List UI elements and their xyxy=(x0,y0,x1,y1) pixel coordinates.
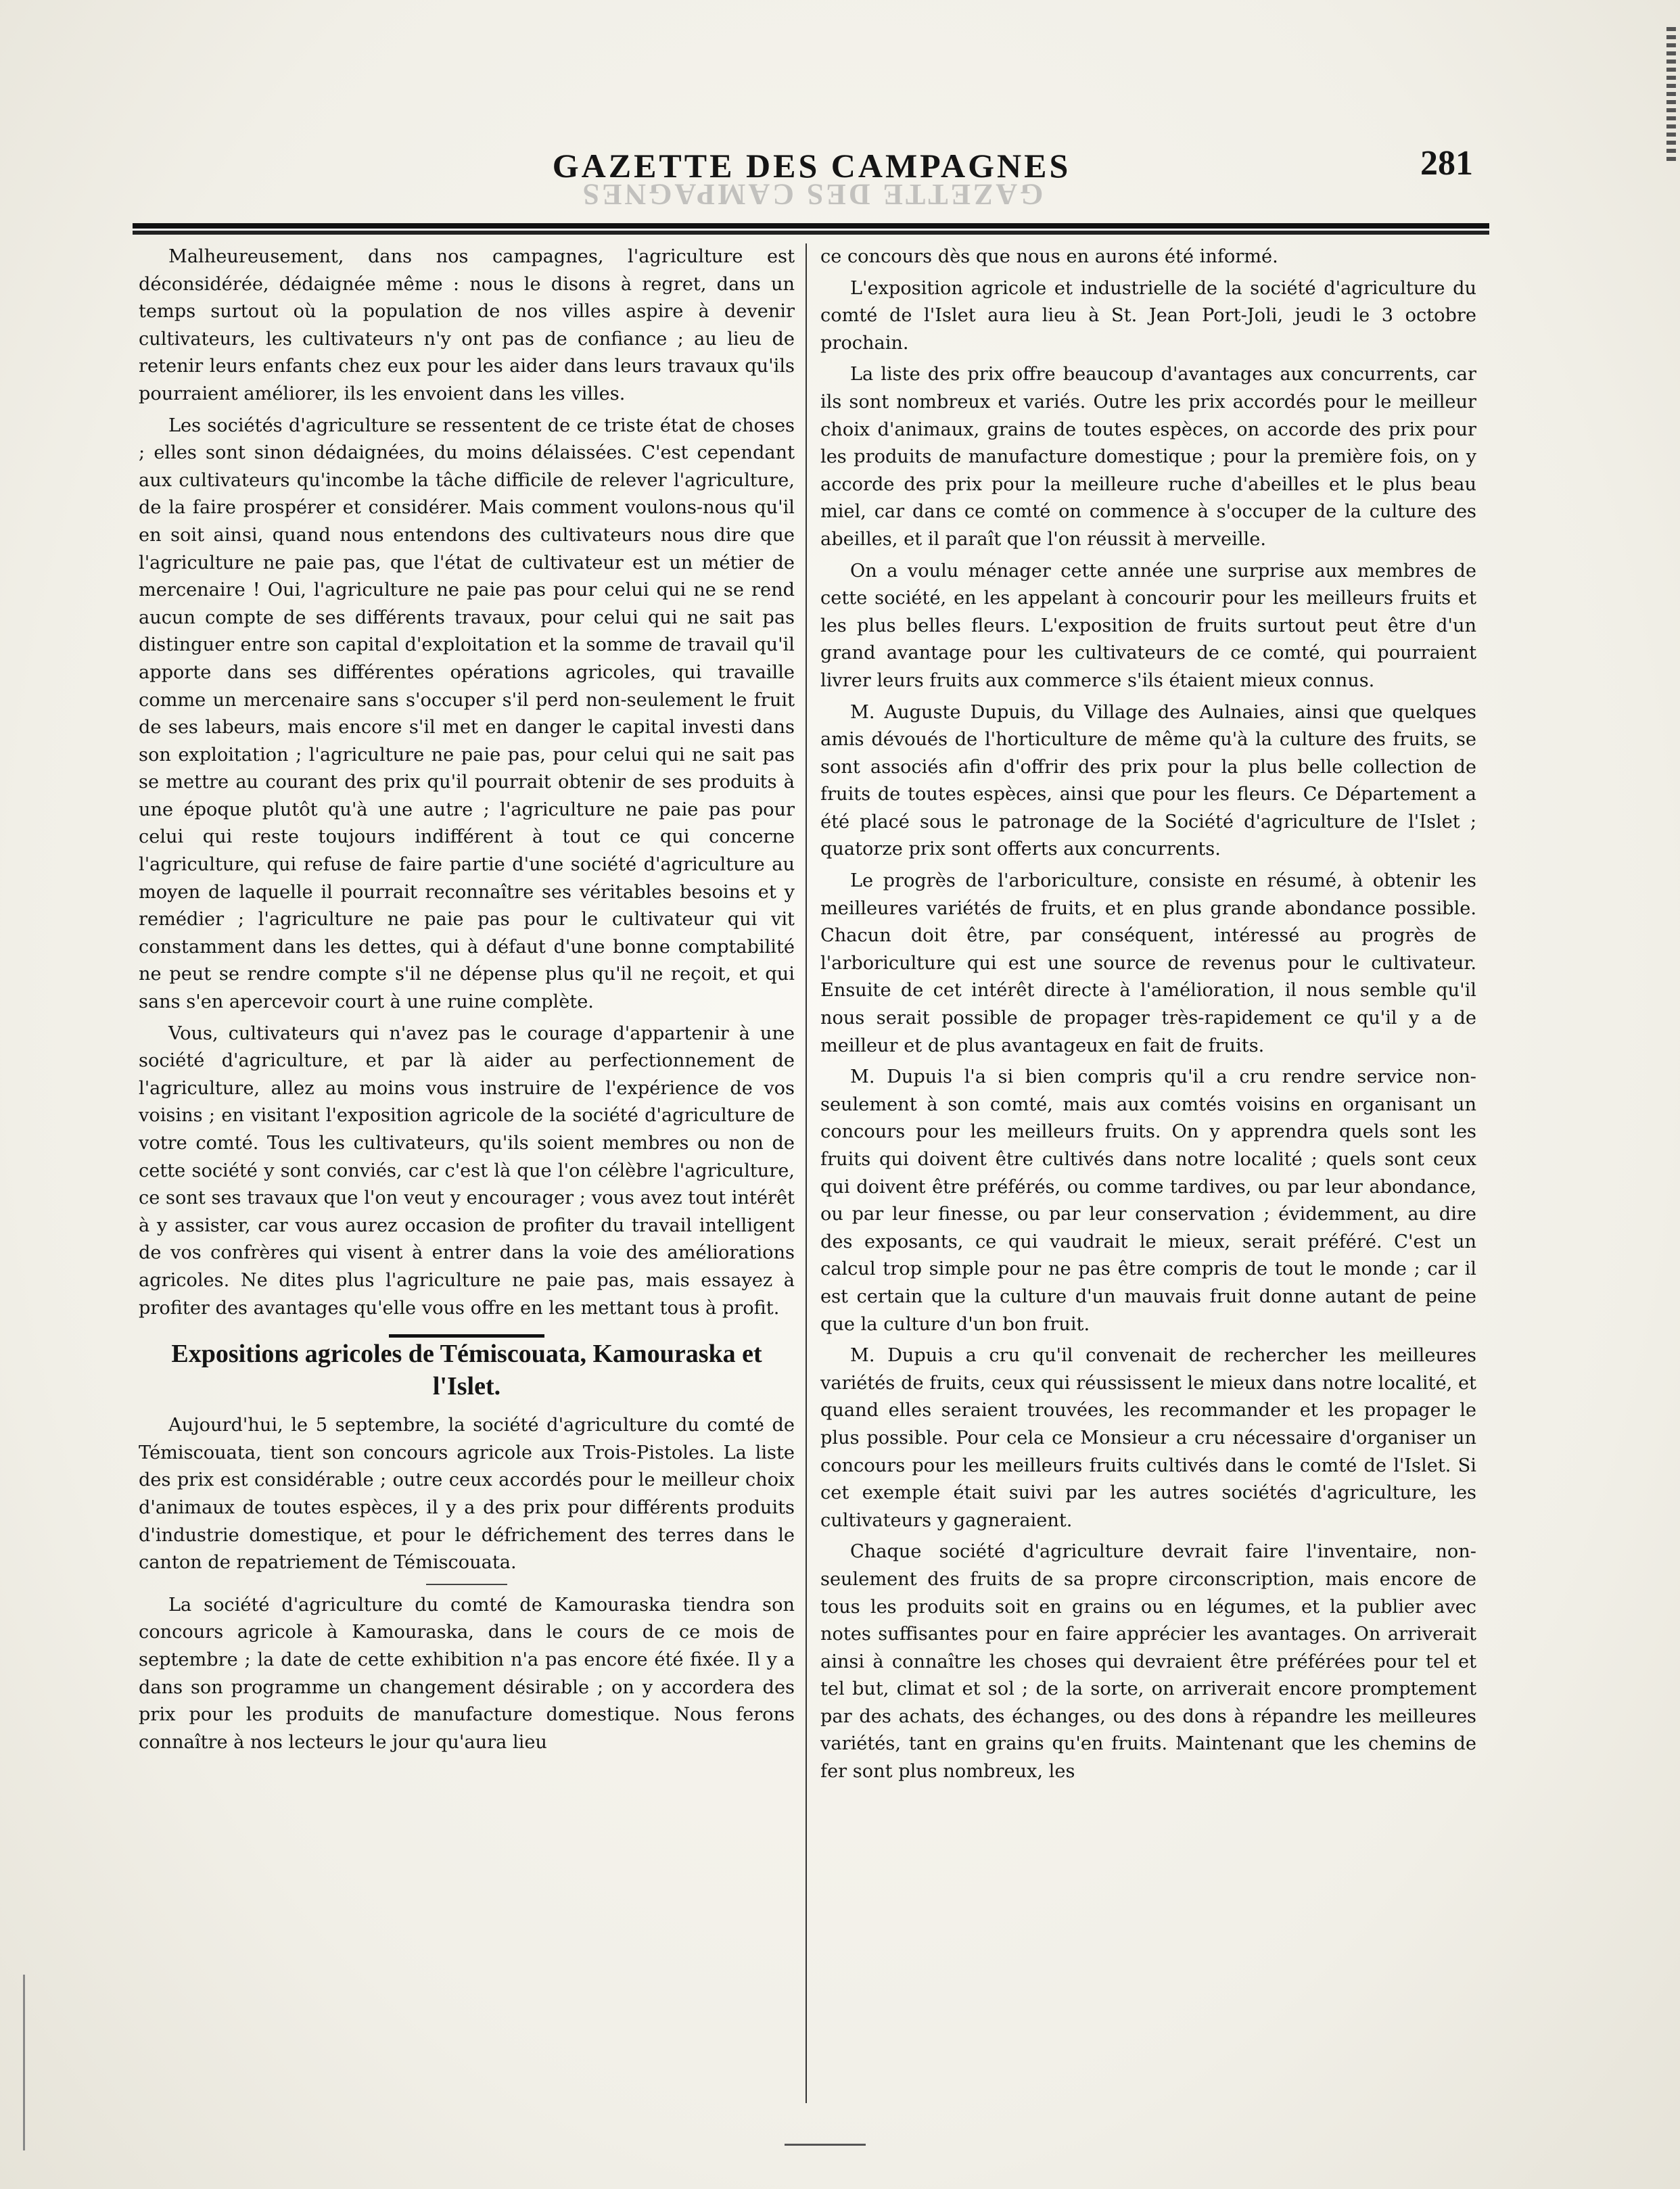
margin-mark xyxy=(23,1975,25,2150)
column-divider xyxy=(806,243,807,2103)
section-title: Expositions agricoles de Témiscouata, Kamouraska et l'Islet. xyxy=(171,1340,762,1401)
paragraph: M. Auguste Dupuis, du Village des Aulnaies, ainsi que quelques amis dévoués de l'horticulture de même qu'à la culture des fruits, se sont associés afin d'offrir des prix pour la plus belle collection de fruits de toutes espèces, ainsi que pour les fleurs. Ce Département a été placé sous le patronage de la Société d'agriculture de l'Islet ; quatorze prix sont offerts aux concurrents. xyxy=(820,701,1476,860)
paragraph: L'exposition agricole et industrielle de la société d'agriculture du comté de l'Islet aura lieu à St. Jean Port-Joli, jeudi le 3 octobre prochain. xyxy=(820,277,1476,354)
paragraph: M. Dupuis a cru qu'il convenait de rechercher les meilleures variétés de fruits, ceux qui réussissent le mieux dans notre localité, et quand elles seraient trouvées, les recommander et les propager le plus possible. Pour cela ce Monsieur a cru nécessaire d'organiser un concours pour les meilleurs fruits cultivés dans le comté de l'Islet. Si cet exemple était suivi par les autres sociétés d'agriculture, les cultivateurs y gagneraient. xyxy=(820,1345,1476,1531)
paragraph: Chaque société d'agriculture devrait faire l'inventaire, non-seulement des fruits de sa propre circonscription, mais encore de tous les produits soit en grains ou en légumes, et la publier avec notes suffisantes pour en faire apprécier les avantages. On arriverait ainsi à connaître les choses qui devraient être préférées pour tel et tel but, climat et sol ; de la sorte, on arriverait encore promptement par des achats, des échanges, ou des dons à répandre les meilleures variétés, tant en grains qu'en fruits. Maintenant que les chemins de fer sont plus nombreux, les xyxy=(820,1541,1476,1783)
separator-rule xyxy=(426,1584,507,1585)
bleed-through-title: GAZETTE DES CAMPAGNES xyxy=(580,178,1044,211)
paragraph: On a voulu ménager cette année une surprise aux membres de cette société, en les appelant à concourir pour les meilleurs fruits et les plus belles fleurs. L'exposition de fruits surtout peut être d'un grand avantage pour les cultivateurs de ce comté, qui pourraient livrer leurs fruits aux commerce s'ils étaient mieux connus. xyxy=(820,560,1476,691)
binding-edge-mark xyxy=(1666,27,1676,162)
article-columns xyxy=(139,243,1485,2103)
right-column xyxy=(820,243,1476,2103)
section-heading xyxy=(139,1334,795,1403)
paragraph: ce concours dès que nous en aurons été informé. xyxy=(820,246,1278,267)
paragraph: Aujourd'hui, le 5 septembre, la société d'agriculture du comté de Témiscouata, tient son concours agricole aux Trois-Pistoles. La liste des prix est considérable ; outre ceux accordés pour le meilleur choix d'animaux de toutes espèces, il y a des prix pour différents produits d'industrie domestique, et pour le défrichement des terres dans le canton de repatriement de Témiscouata. xyxy=(139,1415,795,1574)
paragraph: Les sociétés d'agriculture se ressentent de ce triste état de choses ; elles sont sinon dédaignées, du moins délaissées. C'est cependant aux cultivateurs qu'incombe la tâche difficile de relever l'agriculture, de la faire prospérer et considérer. Mais comment voulons-nous qu'il en soit ainsi, quand nous entendons des cultivateurs nous dire que l'agriculture ne paie pas, que l'état de cultivateur est un métier de mercenaire ! Oui, l'agriculture ne paie pas pour celui qui ne se rend aucun compte de ses différents travaux, pour celui qui ne sait pas distinguer entre son capital d'exploitation et la somme de travail qu'il apporte dans ses différentes opérations agricoles, qui travaille comme un mercenaire sans s'occuper s'il perd non-seulement le fruit de ses labeurs, mais encore s'il met en danger le capital investi dans son exploitation ; l'agriculture ne paie pas, pour celui qui ne sait pas se mettre au courant des prix qu'il pourrait obtenir de ses produits à une époque plutôt qu'à une autre ; l'agriculture ne paie pas pour celui qui reste toujours indifférent à tout ce qui concerne l'agriculture, qui refuse de faire partie d'une société d'agriculture au moyen de laquelle il pourrait reconnaître ses véritables besoins et y remédier ; l'agriculture ne paie pas pour le cultivateur qui vit constamment dans les dettes, qui à défaut d'une bonne comptabilité ne peut se rendre compte s'il ne dépense plus qu'il ne reçoit, et qui sans s'en apercevoir court à une ruine complète. xyxy=(139,415,795,1013)
paragraph: La société d'agriculture du comté de Kamouraska tiendra son concours agricole à Kamouraska, dans le cours de ce mois de septembre ; la date de cette exhibition n'a pas encore été fixée. Il y a dans son programme un changement désirable ; on y accordera des prix pour les produits de manufacture domestique. Nous ferons connaître à nos lecteurs le jour qu'aura lieu xyxy=(139,1594,795,1753)
paragraph: La liste des prix offre beaucoup d'avantages aux concurrents, car ils sont nombreux et variés. Outre les prix accordés pour le meilleur choix d'animaux, grains de toutes espèces, on accorde des prix pour les produits de manufacture domestique ; pour la première fois, on y accorde des prix pour la meilleure ruche d'abeilles et le plus beau miel, car dans ce comté on commence à s'occuper de la culture des abeilles, et il paraît que l'on réussit à merveille. xyxy=(820,364,1476,550)
paragraph: Vous, cultivateurs qui n'avez pas le courage d'appartenir à une société d'agriculture, et par là aider au perfectionnement de l'agriculture, allez au moins vous instruire de l'expérience de vos voisins ; en visitant l'exposition agricole de la société d'agriculture de votre comté. Tous les cultivateurs, qu'ils soient membres ou non de cette société y sont conviés, car c'est là que l'on célèbre l'agriculture, ce sont ses travaux que l'on veut y encourager ; vous avez tout intérêt à y assister, car vous aurez occasion de profiter du travail intelligent de vos confrères qui visent à entrer dans la voie des améliorations agricoles. Ne dites plus l'agriculture ne paie pas, mais essayez à profiter des avantages qu'elle vous offre en les mettant tous à profit. xyxy=(139,1022,795,1319)
paragraph: Le progrès de l'arboriculture, consiste en résumé, à obtenir les meilleures variétés de fruits, et en plus grande abondance possible. Chacun doit être, par conséquent, intéressé au progrès de l'arboriculture qui est une source de revenus pour le cultivateur. Ensuite de cet intérêt directe à l'amélioration, il nous semble qu'il nous serait possible de propager très-rapidement ce qu'il y a de meilleur et de plus avantageux en fait de fruits. xyxy=(820,870,1476,1056)
paragraph: Malheureusement, dans nos campagnes, l'agriculture est déconsidérée, dédaignée même : nous le disons à regret, dans un temps surtout où la population de nos villes aspire à devenir cultivateurs, les cultivateurs n'y ont pas de confiance ; au lieu de retenir leurs enfants chez eux pour les aider dans leurs travaux qu'ils pourraient améliorer, ils les envoient dans les villes. xyxy=(139,246,795,404)
heading-rule xyxy=(389,1334,544,1338)
masthead xyxy=(135,135,1488,216)
page-number: 281 xyxy=(1420,144,1473,183)
bottom-rule xyxy=(785,2144,866,2146)
paragraph: M. Dupuis l'a si bien compris qu'il a cru rendre service non-seulement à son comté, mais aux comtés voisins en organisant un concours pour les meilleurs fruits. On y apprendra quels sont les fruits qui doivent être cultivés dans notre localité ; quels sont ceux qui doivent être préférés, ou comme tardives, ou par leur abondance, ou par leur finesse, ou par leur conservation ; évidemment, au dire des exposants, ce qui vaudrait le mieux, serait préféré. C'est un calcul trop simple pour ne pas être compris de tout le monde ; car il est certain que la culture d'un mauvais fruit donne autant de peine que la culture d'un bon fruit. xyxy=(820,1066,1476,1335)
left-column xyxy=(139,243,795,2103)
publication-title: GAZETTE DES CAMPAGNES xyxy=(552,147,1071,185)
header-rule xyxy=(133,223,1489,231)
